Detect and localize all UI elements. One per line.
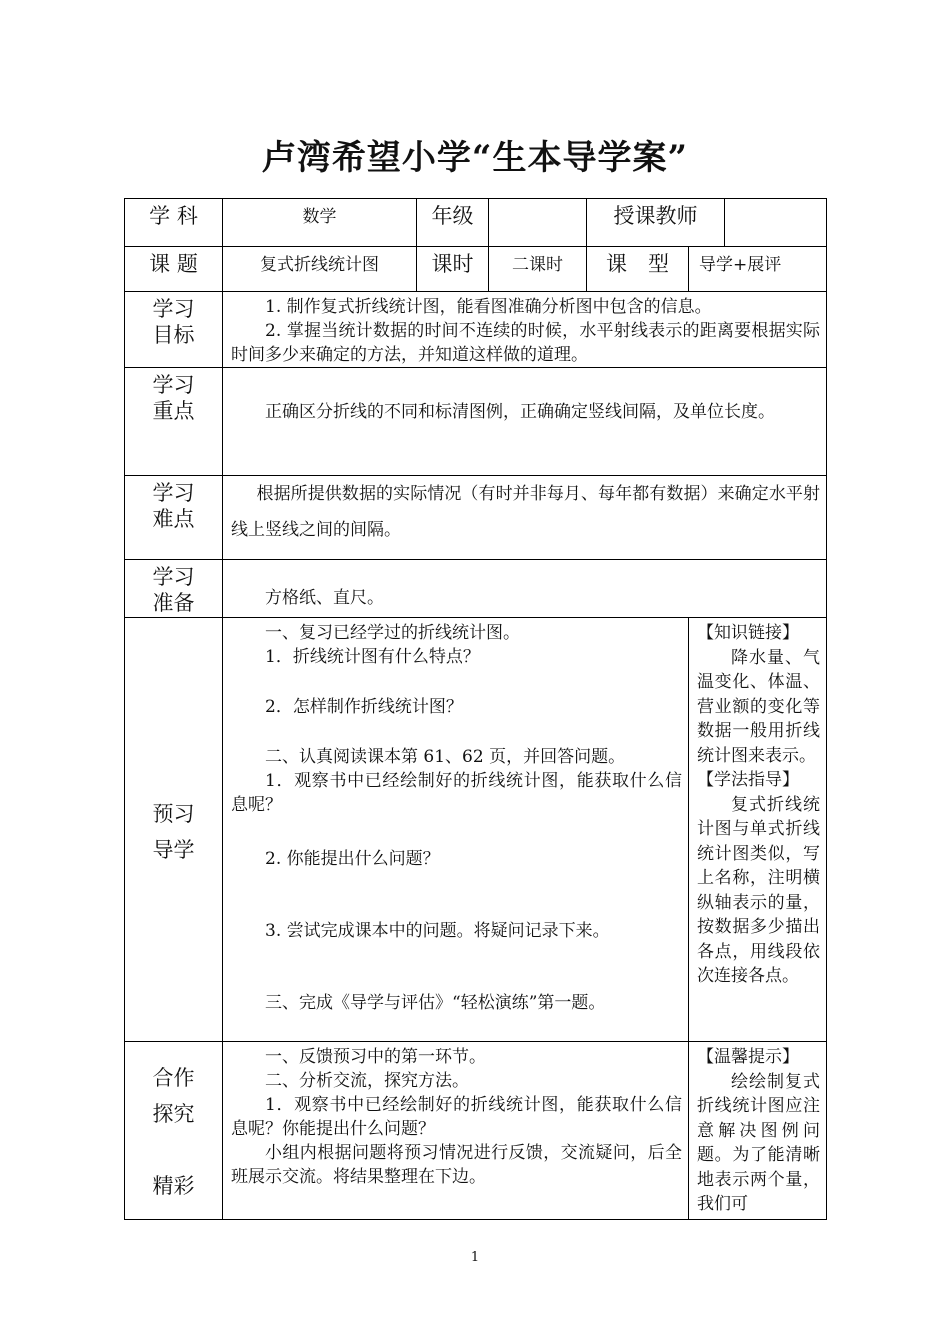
type-label: 课 型 bbox=[587, 247, 689, 292]
preparation-label bbox=[125, 560, 223, 618]
key-points-content bbox=[223, 368, 827, 476]
preview-label-line2: 导学 bbox=[152, 837, 195, 862]
lesson-plan-table bbox=[124, 198, 827, 1220]
preview-item: 1．观察书中已经绘制好的折线统计图，能获取什么信息呢？ bbox=[231, 771, 682, 815]
topic-label: 课 题 bbox=[125, 247, 223, 292]
preview-item: 2. 你能提出什么问题？ bbox=[265, 849, 440, 869]
difficulties-text: 根据所提供数据的实际情况（有时并非每月、每年都有数据）来确定水平射线上竖线之间的间隔。 bbox=[231, 484, 820, 540]
method-guide-heading: 【学法指导】 bbox=[697, 770, 799, 790]
preparation-row bbox=[125, 560, 827, 618]
difficulties-content bbox=[223, 476, 827, 560]
objectives-row bbox=[125, 292, 827, 368]
page-number: 1 bbox=[470, 1250, 480, 1265]
cooperate-label-line1: 合作 bbox=[152, 1066, 195, 1090]
preview-item: 1．折线统计图有什么特点？ bbox=[265, 647, 480, 667]
knowledge-link-heading: 【知识链接】 bbox=[697, 623, 799, 643]
grade-label: 年级 bbox=[417, 199, 489, 247]
difficulties-label-line2: 难点 bbox=[152, 507, 195, 531]
preview-sidebar bbox=[689, 618, 827, 1042]
cooperate-label-line2: 探究 bbox=[152, 1102, 195, 1126]
preview-item: 3. 尝试完成课本中的问题。将疑问记录下来。 bbox=[265, 921, 610, 941]
cooperate-item: 一、反馈预习中的第一环节。 bbox=[265, 1047, 486, 1067]
cooperate-row bbox=[125, 1042, 827, 1220]
objective-item: 2. 掌握当统计数据的时间不连续的时候，水平射线表示的距离要根据实际时间多少来确定的方法，并知道这样做的道理。 bbox=[231, 321, 820, 365]
cooperate-label bbox=[125, 1042, 223, 1220]
cooperate-label-line3: 精彩 bbox=[152, 1174, 195, 1198]
preview-content bbox=[223, 618, 689, 1042]
subject-value: 数学 bbox=[223, 199, 417, 247]
preparation-label-line2: 准备 bbox=[152, 591, 195, 615]
preview-label bbox=[125, 618, 223, 1042]
grade-value bbox=[489, 199, 587, 247]
objective-item: 1. 制作复式折线统计图，能看图准确分析图中包含的信息。 bbox=[265, 297, 712, 317]
key-points-label-line1: 学习 bbox=[152, 373, 195, 397]
teacher-value bbox=[725, 199, 827, 247]
objectives-label-line2: 目标 bbox=[152, 323, 195, 347]
key-points-text: 正确区分折线的不同和标清图例，正确确定竖线间隔，及单位长度。 bbox=[265, 402, 775, 422]
preview-row bbox=[125, 618, 827, 1042]
header-row-subject bbox=[125, 199, 827, 247]
difficulties-label bbox=[125, 476, 223, 560]
preparation-content bbox=[223, 560, 827, 618]
key-points-row bbox=[125, 368, 827, 476]
method-guide-text: 复式折线统计图与单式折线统计图类似，写上名称，注明横纵轴表示的量，按数据多少描出各点，用线段依次连接各点。 bbox=[697, 794, 820, 986]
cooperate-content bbox=[223, 1042, 689, 1220]
preview-item: 2．怎样制作折线统计图？ bbox=[265, 697, 463, 717]
period-value: 二课时 bbox=[489, 247, 587, 292]
difficulties-row bbox=[125, 476, 827, 560]
period-label: 课时 bbox=[417, 247, 489, 292]
objectives-content bbox=[223, 292, 827, 368]
tips-heading: 【温馨提示】 bbox=[697, 1047, 799, 1067]
preview-item: 三、完成《导学与评估》“轻松演练”第一题。 bbox=[265, 993, 606, 1013]
type-value: 导学+展评 bbox=[689, 247, 827, 292]
preparation-text: 方格纸、直尺。 bbox=[265, 588, 384, 608]
teacher-label: 授课教师 bbox=[587, 199, 725, 247]
topic-value: 复式折线统计图 bbox=[223, 247, 417, 292]
objectives-label bbox=[125, 292, 223, 368]
key-points-label-line2: 重点 bbox=[152, 399, 195, 423]
subject-label: 学 科 bbox=[125, 199, 223, 247]
cooperate-item: 小组内根据问题将预习情况进行反馈，交流疑问，后全班展示交流。将结果整理在下边。 bbox=[231, 1143, 682, 1187]
tips-text: 绘绘制复式折线统计图应注意解决图例问题。为了能清晰地表示两个量，我们可 bbox=[697, 1071, 820, 1214]
cooperate-item: 二、分析交流，探究方法。 bbox=[265, 1071, 469, 1091]
cooperate-item: 1．观察书中已经绘制好的折线统计图，能获取什么信息呢？你能提出什么问题？ bbox=[231, 1095, 682, 1139]
preview-label-line1: 预习 bbox=[152, 801, 195, 826]
difficulties-label-line1: 学习 bbox=[152, 481, 195, 505]
key-points-label bbox=[125, 368, 223, 476]
preparation-label-line1: 学习 bbox=[152, 565, 195, 589]
preview-item: 一、复习已经学过的折线统计图。 bbox=[265, 623, 520, 643]
cooperate-sidebar bbox=[689, 1042, 827, 1220]
objectives-label-line1: 学习 bbox=[152, 297, 195, 321]
document-title: 卢湾希望小学“生本导学案” bbox=[261, 138, 689, 178]
knowledge-link-text: 降水量、气温变化、体温、营业额的变化等数据一般用折线统计图来表示。 bbox=[697, 647, 820, 766]
header-row-topic bbox=[125, 247, 827, 292]
preview-item: 二、认真阅读课本第 61、62 页，并回答问题。 bbox=[265, 747, 626, 767]
